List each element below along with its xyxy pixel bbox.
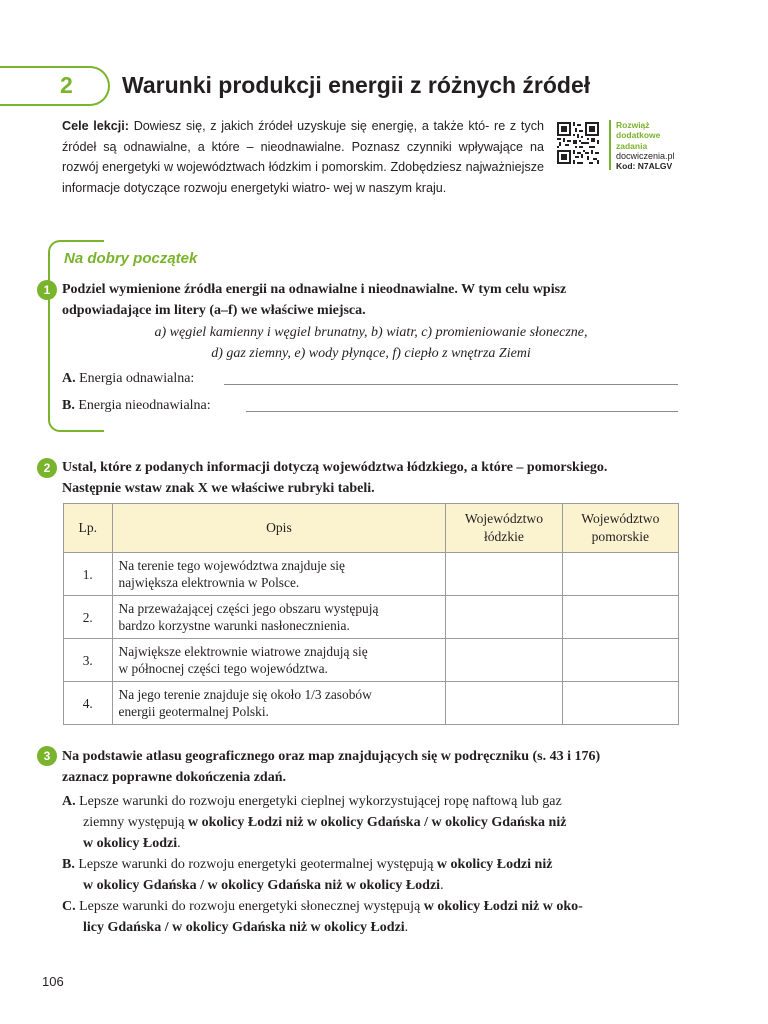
table-row: 4. Na jego terenie znajduje się około 1/3 zasobów energii geotermalnej Polski. — [64, 682, 679, 725]
answer-line-nonrenewable[interactable] — [246, 411, 678, 412]
answer-cell-lodzkie[interactable] — [446, 596, 562, 639]
table-header-lp: Lp. — [64, 504, 113, 553]
task1-items: a) węgiel kamienny i węgiel brunatny, b) wiatr, c) promieniowanie słoneczne, d) gaz ziemny, e) wody płynące, f) ciepło z wnętrza Ziemi — [154, 325, 588, 361]
answer-cell-lodzkie[interactable] — [446, 639, 562, 682]
task1-instruction: Podziel wymienione źródła energii na odnawialne i nieodnawialne. W tym celu wpisz odpowiadające im litery (a–f) we właściwe miejsca. — [62, 282, 567, 318]
table-header-lodzkie: Województwo łódzkie — [446, 504, 562, 553]
voivodeship-table — [63, 503, 679, 725]
option-b[interactable]: B. Lepsze warunki do rozwoju energetyki geotermalnej występują w okolicy Łodzi niż w okolicy Gdańska / w okolicy Gdańska niż w okolicy Łodzi. — [62, 857, 553, 893]
table-row: 3. Największe elektrownie wiatrowe znajdują się w północnej części tego województwa. — [64, 639, 679, 682]
table-header-opis: Opis — [112, 504, 446, 553]
answer-row-renewable: A. Energia odnawialna: — [62, 369, 678, 389]
answer-cell-pomorskie[interactable] — [562, 682, 678, 725]
answer-cell-lodzkie[interactable] — [446, 682, 562, 725]
section-title: Na dobry początek — [64, 250, 198, 267]
option-c[interactable]: C. Lepsze warunki do rozwoju energetyki słonecznej występują w okolicy Łodzi niż w oko- licy Gdańska / w okolicy Gdańska niż w okolicy Łodzi. — [62, 899, 583, 935]
table-row: 2. Na przeważającej części jego obszaru występują bardzo korzystne warunki nasłonecznienia. — [64, 596, 679, 639]
table-row: 1. Na terenie tego województwa znajduje się największa elektrownia w Polsce. — [64, 553, 679, 596]
qr-code-icon[interactable] — [557, 122, 599, 164]
answer-cell-pomorskie[interactable] — [562, 553, 678, 596]
extra-tasks-site[interactable]: docwiczenia.pl — [616, 150, 675, 161]
extra-tasks-info: Rozwiąż dodatkowe zadania docwiczenia.pl Kod: N7ALGV — [616, 120, 675, 172]
task-number-badge: 2 — [37, 458, 57, 478]
page-number: 106 — [42, 974, 64, 989]
chapter-number: 2 — [60, 72, 73, 98]
chapter-bracket — [0, 66, 110, 106]
task2-instruction: Ustal, które z podanych informacji dotyczą województwa łódzkiego, a które – pomorskiego. Następnie wstaw znak X we właściwe rubryki tabeli. — [62, 460, 608, 496]
answer-line-renewable[interactable] — [224, 384, 678, 385]
task-number-badge: 1 — [37, 280, 57, 300]
page-title: Warunki produkcji energii z różnych źródeł — [122, 72, 591, 98]
answer-cell-lodzkie[interactable] — [446, 553, 562, 596]
answer-cell-pomorskie[interactable] — [562, 639, 678, 682]
option-a[interactable]: A. Lepsze warunki do rozwoju energetyki cieplnej wykorzystującej ropę naftową lub gaz ziemny występują w okolicy Łodzi niż w okolicy Gdańska / w okolicy Gdańska niż w okolicy Łodzi. — [62, 794, 567, 851]
extra-tasks-code: Kod: N7ALGV — [616, 161, 673, 172]
table-header-pomorskie: Województwo pomorskie — [562, 504, 678, 553]
goals-label: Cele lekcji: — [62, 119, 129, 133]
lesson-goals: Cele lekcji: Dowiesz się, z jakich źródeł uzyskuje się energię, a także któ- re z tych źródeł są odnawialne, a które – nieodnawialne. Poznasz czynniki wpływające na rozwój energetyki w województwach łódzkim i pomorskim. Zdobędziesz najważniejsze informacje dotyczące rozwoju energetyki wiatro- wej w naszym kraju. — [62, 119, 545, 195]
answer-cell-pomorskie[interactable] — [562, 596, 678, 639]
answer-row-nonrenewable: B. Energia nieodnawialna: — [62, 396, 678, 416]
qr-divider — [609, 120, 611, 170]
task-number-badge: 3 — [37, 746, 57, 766]
task3-instruction: Na podstawie atlasu geograficznego oraz map znajdujących się w podręczniku (s. 43 i 176) zaznacz poprawne dokończenia zdań. — [62, 749, 601, 785]
